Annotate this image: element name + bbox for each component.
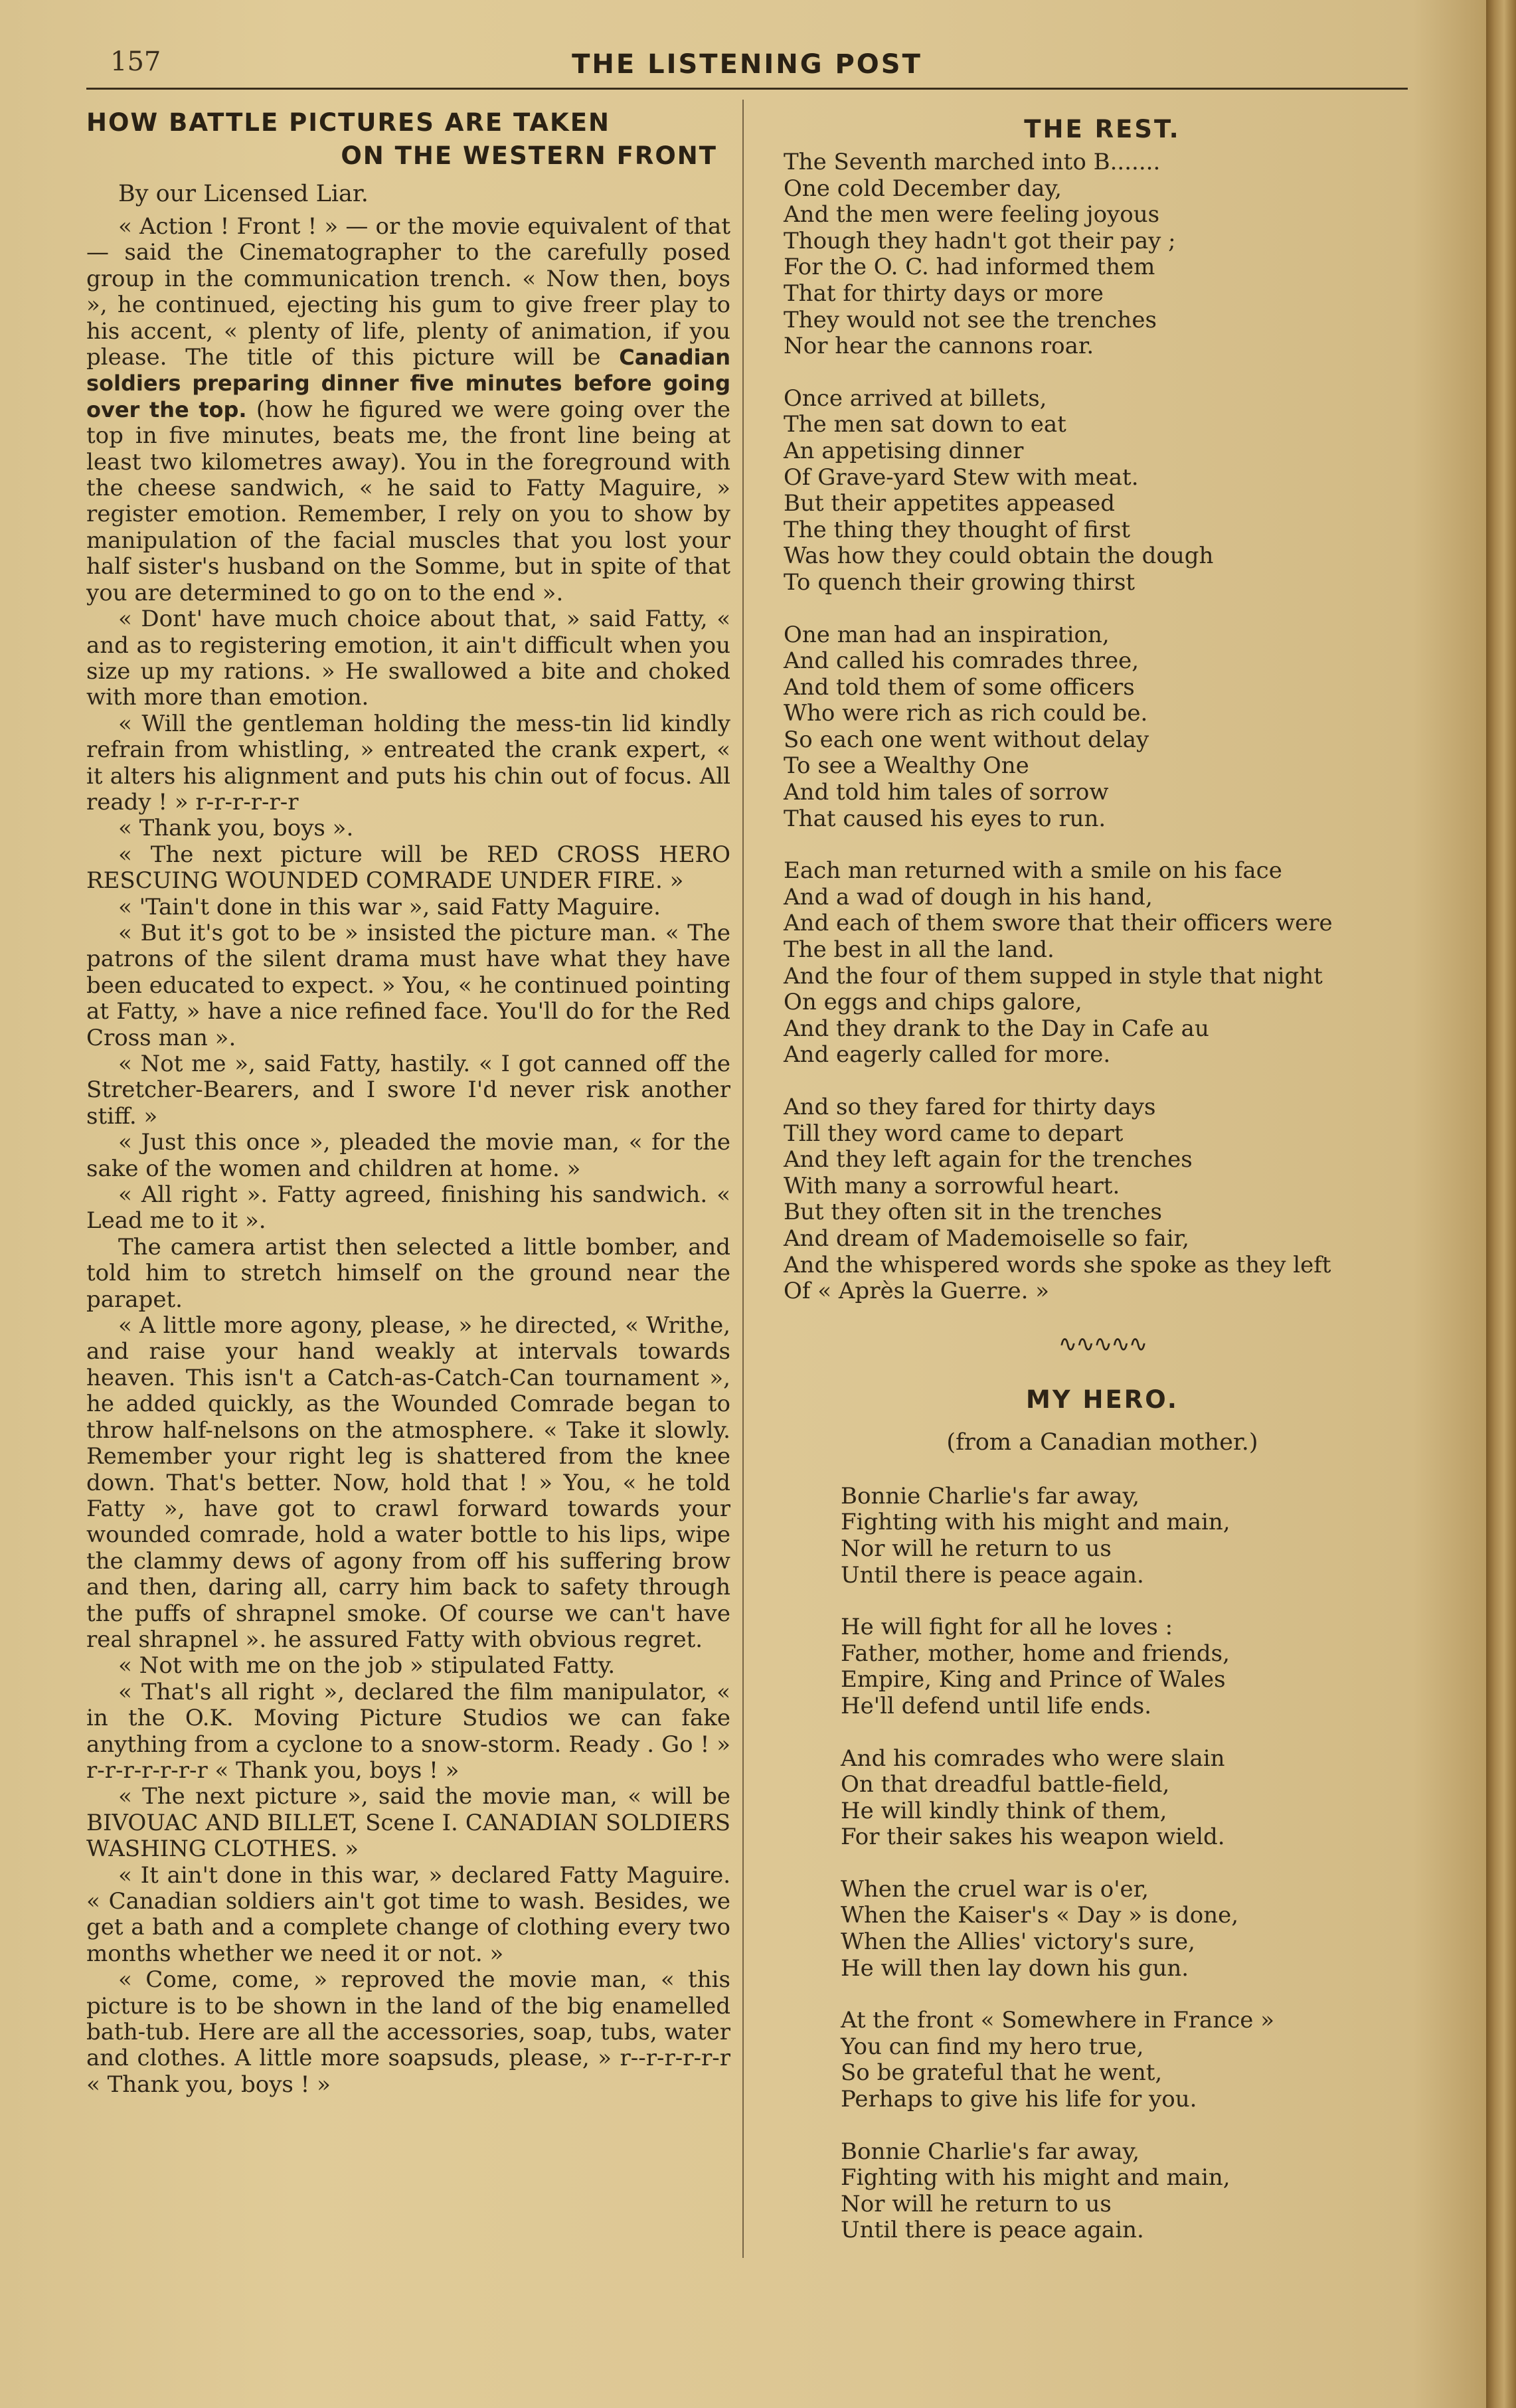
poem-line: And they drank to the Day in Cafe au [784,1015,1209,1042]
poem-line: For their sakes his weapon wield. [841,1824,1225,1851]
stanza [784,622,1421,833]
publication-title: THE LISTENING POST [572,49,922,80]
poem-line: You can find my hero true, [841,2033,1144,2060]
poem-line: Of Grave-yard Stew with meat. [784,464,1139,491]
poem-line: Until there is peace again. [841,1561,1144,1589]
stanza [841,1746,1421,1851]
poem-line: Was how they could obtain the dough [784,543,1214,570]
poem-line: Fighting with his might and main, [841,1509,1230,1536]
poem-line: The men sat down to eat [784,411,1066,438]
poem-line: Each man returned with a smile on his face [784,857,1282,885]
stanza [784,858,1421,1069]
poem-line: And called his comrades three, [784,647,1139,675]
film-title-bold: Canadian soldiers preparing dinner five minutes before going over the top. [86,345,730,422]
poem-line: And the four of them supped in style that night [784,962,1323,989]
poem-line: Once arrived at billets, [784,385,1047,412]
binding-gutter [1486,0,1516,2408]
poem-line: So be grateful that he went, [841,2059,1163,2087]
poem-line: Till they word came to depart [784,1120,1124,1147]
poem-line: And told him tales of sorrow [784,779,1109,806]
stanza [784,1094,1421,1305]
paragraph: « Come, come, » reproved the movie man, « this picture is to be shown in the land of the big enamelled bath-tub. Here are all the accessories, soap, tubs, water and clothes. A little more soapsuds, please, » r--r-r-r-r-r « Thank you, boys ! » [86,1966,730,2098]
paragraph: The camera artist then selected a little bomber, and told him to stretch himself on the ground near the parapet. [86,1233,730,1313]
paragraph: « That's all right », declared the film manipulator, « in the O.K. Moving Picture Studios we can fake anything from a cyclone to a snow-storm. Ready . Go ! » r-r-r-r-r-r-r « Thank you, boys ! » [86,1678,730,1784]
poem-line: When the Kaiser's « Day » is done, [841,1902,1239,1929]
poems-column [784,110,1421,2270]
poem-line: The thing they thought of first [784,516,1131,543]
poem-line: Nor will he return to us [841,2190,1112,2217]
poem-line: He will fight for all he loves : [841,1614,1173,1641]
poem-line: An appetising dinner [784,437,1024,464]
poem-line: But they often sit in the trenches [784,1199,1162,1226]
article-column [86,106,730,2098]
poem-line: And they left again for the trenches [784,1146,1193,1173]
stanza [841,2139,1421,2244]
poem-line: And the men were feeling joyous [784,201,1160,228]
paragraph: « A little more agony, please, » he directed, « Writhe, and raise your hand weakly at intervals towards heaven. This isn't a Catch-as-Catch-Can tournament », he added quickly, as the Wounded Comrade began to throw half-nelsons on the atmosphere. « Take it slowly. Remember your right leg is shattered from the knee down. That's better. Now, hold that ! » You, « he told Fatty », have got to crawl forward towards your wounded comrade, hold a water bottle to his lips, wipe the clammy dews of agony from off his suffering brow and then, daring all, carry him back to safety through the puffs of shrapnel smoke. Of course we can't have real shrapnel ». he assured Fatty with obvious regret. [86,1312,730,1653]
poem-subtitle: (from a Canadian mother.) [946,1428,1258,1456]
page-number: 157 [110,46,161,77]
column-rule [742,100,744,2258]
poem-line: Of « Après la Guerre. » [784,1278,1049,1305]
headline-line-1: HOW BATTLE PICTURES ARE TAKEN [86,108,610,137]
poem-title-my-hero: MY HERO. [1026,1385,1179,1414]
paragraph: « It ain't done in this war, » declared Fatty Maguire. « Canadian soldiers ain't got time to wash. Besides, we get a bath and a complete change of clothing every two months whether we need it or not. » [86,1861,730,1967]
stanza [784,386,1421,596]
poem-line: When the Allies' victory's sure, [841,1929,1195,1956]
paragraph: « But it's got to be » insisted the picture man. « The patrons of the silent drama must have what they have been educated to expect. » You, « he continued pointing at Fatty, » have a nice refined face. You'll do for the Red Cross man ». [86,919,730,1051]
section-divider: ∿∿∿∿∿ [1058,1330,1147,1357]
paragraph: « Thank you, boys ». [118,815,354,842]
poem-line: They would not see the trenches [784,306,1157,333]
paragraph: « Will the gentleman holding the mess-tin lid kindly refrain from whistling, » entreated the crank expert, « it alters his alignment and puts his chin out of focus. All ready ! » r-r-r-r-r-r [86,710,730,816]
poem-line: To see a Wealthy One [784,752,1029,780]
poem-line: And the whispered words she spoke as they left [784,1251,1331,1278]
poem-line: He'll defend until life ends. [841,1692,1152,1719]
poem-title-the-rest: THE REST. [1024,115,1181,143]
paragraph: « Dont' have much choice about that, » said Fatty, « and as to registering emotion, it ain't difficult when you size up my rations. » He swallowed a bite and choked with more than emotion. [86,606,730,711]
poem-line: And a wad of dough in his hand, [784,883,1153,910]
poem-line: On that dreadful battle-field, [841,1771,1170,1798]
poem-line: When the cruel war is o'er, [841,1875,1149,1903]
poem-line: Until there is peace again. [841,2217,1144,2244]
poem-line: The Seventh marched into B....... [784,149,1161,175]
stanza [841,2008,1421,2112]
article-headline [86,106,730,173]
poem-line: At the front « Somewhere in France » [841,2007,1274,2034]
poem-line: Who were rich as rich could be. [784,700,1148,727]
paragraph: « All right ». Fatty agreed, finishing his sandwich. « Lead me to it ». [86,1181,730,1235]
poem-line: And each of them swore that their officers were [784,910,1333,937]
poem-line: He will kindly think of them, [841,1797,1167,1824]
poem-line: Bonnie Charlie's far away, [841,1482,1140,1509]
stanza [784,149,1421,360]
page-header [86,46,1408,90]
stanza [841,1614,1421,1719]
poem-line: That for thirty days or more [784,280,1104,307]
poem-line: And his comrades who were slain [841,1745,1225,1772]
poem-line: That caused his eyes to run. [784,805,1106,832]
paragraph: « 'Tain't done in this war », said Fatty Maguire. [118,893,661,920]
paragraph: « The next picture », said the movie man, « will be BIVOUAC AND BILLET, Scene I. CANADIAN SOLDIERS WASHING CLOTHES. » [86,1783,730,1863]
poem-line: With many a sorrowful heart. [784,1172,1120,1199]
poem-line: Father, mother, home and friends, [841,1640,1230,1667]
stanza [841,1484,1421,1589]
poem-line: Empire, King and Prince of Wales [841,1666,1226,1693]
poem-line: And dream of Mademoiselle so fair, [784,1225,1189,1252]
poem-line: One man had an inspiration, [784,621,1110,648]
paragraph: « Just this once », pleaded the movie man, « for the sake of the women and children at home. » [86,1129,730,1182]
poem-line: Fighting with his might and main, [841,2164,1230,2192]
poem-line: Nor will he return to us [841,1535,1112,1562]
poem-the-rest [784,149,1421,1305]
poem-line: To quench their growing thirst [784,568,1136,596]
poem-line: Perhaps to give his life for you. [841,2086,1197,2113]
poem-line: Bonnie Charlie's far away, [841,2138,1140,2165]
poem-line: He will then lay down his gun. [841,1954,1189,1982]
poem-line: And so they fared for thirty days [784,1094,1156,1120]
poem-line: Nor hear the cannons roar. [784,333,1094,360]
poem-line: The best in all the land. [784,936,1054,964]
poem-line: And eagerly called for more. [784,1041,1111,1069]
poem-my-hero [784,1484,1421,2244]
poem-line: On eggs and chips galore, [784,989,1082,1016]
stanza [841,1877,1421,1982]
poem-line: And told them of some officers [784,673,1135,701]
poem-line: For the O. C. had informed them [784,254,1155,281]
poem-line: So each one went without delay [784,726,1149,753]
byline: By our Licensed Liar. [118,181,369,207]
poem-line: But their appetites appeased [784,490,1115,517]
paragraph: « Action ! Front ! » — or the movie equivalent of that — said the Cinematographer to the carefully posed group in the communication trench. « Now then, boys », he continued, ejecting his gum to give freer play to his accent, « plenty of life, plenty of animation, if you please. The title of this picture will be Canadian soldiers preparing dinner five minutes before going over the top. (how he figured we were going over the top in five minutes, beats me, the front line being at least two kilometres away). You in the foreground with the cheese sandwich, « he said to Fatty Maguire, » register emotion. Remember, I rely on you to show by manipulation of the facial muscles that you lost your half sister's husband on the Somme, but in spite of that you are determined to go on to the end ». [86,213,730,606]
poem-line: One cold December day, [784,175,1062,202]
paragraph: « The next picture will be RED CROSS HERO RESCUING WOUNDED COMRADE UNDER FIRE. » [86,841,730,895]
paragraph: « Not me », said Fatty, hastily. « I got canned off the Stretcher-Bearers, and I swore I'd never risk another stiff. » [86,1051,730,1130]
poem-line: Though they hadn't got their pay ; [784,227,1176,254]
paragraph: « Not with me on the job » stipulated Fatty. [118,1652,616,1679]
headline-line-2: ON THE WESTERN FRONT [341,141,717,170]
